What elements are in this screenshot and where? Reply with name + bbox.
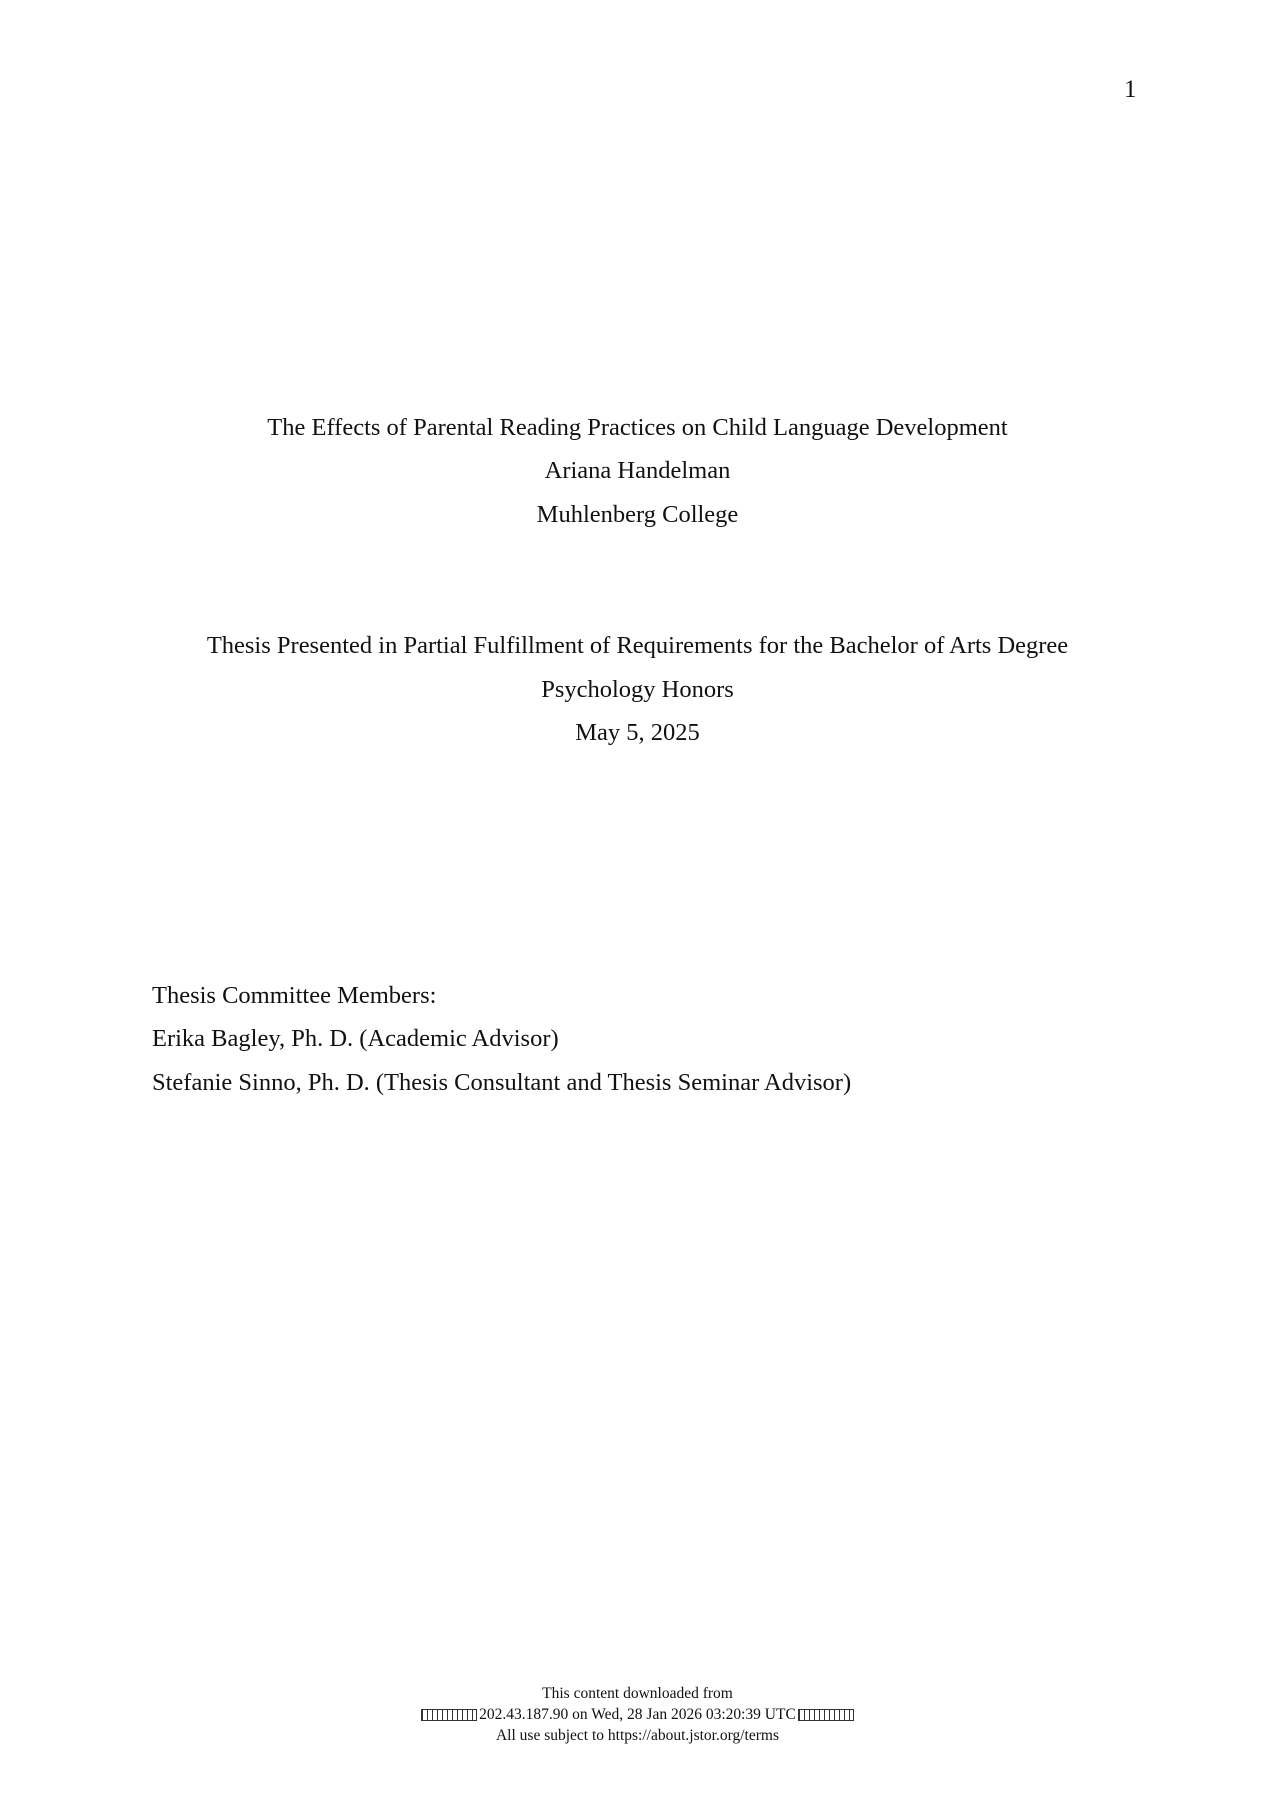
- thesis-title: The Effects of Parental Reading Practices on Child Language Development: [267, 414, 1008, 441]
- footer-ip-timestamp: 202.43.187.90 on Wed, 28 Jan 2026 03:20:39 UTC: [479, 1706, 796, 1723]
- program-name: Psychology Honors: [541, 676, 734, 703]
- footer-download-notice: This content downloaded from: [542, 1685, 733, 1702]
- author-name: Ariana Handelman: [544, 457, 731, 484]
- committee-heading: Thesis Committee Members:: [152, 982, 437, 1009]
- submission-date: May 5, 2025: [575, 719, 700, 746]
- footer-download-info: [0, 1706, 1275, 1724]
- committee-member: Stefanie Sinno, Ph. D. (Thesis Consultant and Thesis Seminar Advisor): [152, 1069, 852, 1096]
- committee-member: Erika Bagley, Ph. D. (Academic Advisor): [152, 1025, 559, 1052]
- institution: Muhlenberg College: [536, 501, 739, 528]
- page-number: 1: [1124, 76, 1137, 103]
- unprintable-glyphs-icon: [421, 1709, 477, 1721]
- unprintable-glyphs-icon: [798, 1709, 854, 1721]
- thesis-statement: Thesis Presented in Partial Fulfillment of Requirements for the Bachelor of Arts Degree: [206, 632, 1069, 659]
- footer-terms: All use subject to https://about.jstor.org/terms: [495, 1727, 779, 1744]
